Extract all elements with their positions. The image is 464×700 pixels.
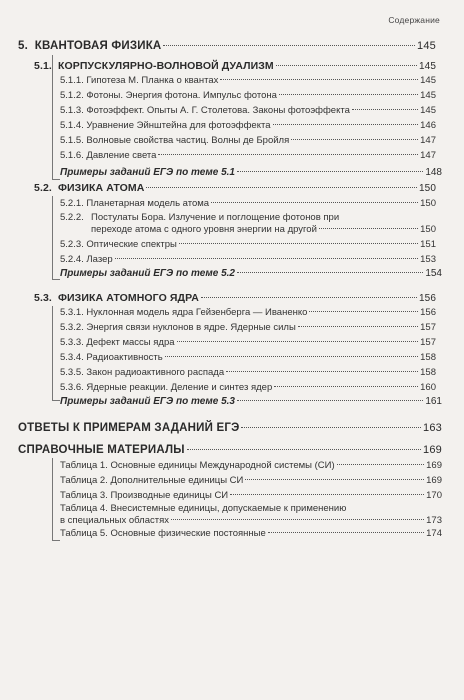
page-number: 145 [419,61,436,72]
item-title: 5.1.2. Фотоны. Энергия фотона. Импульс фотона [60,90,277,101]
leader-dots [276,65,417,66]
item-title: Таблица 1. Основные единицы Международной системы (СИ) [60,460,335,471]
toc-reference[interactable] [18,444,442,456]
leader-dots [146,187,417,188]
leader-dots [273,124,419,125]
item-title: 5.1.1. Гипотеза М. Планка о квантах [60,75,219,86]
leader-dots [241,427,421,428]
section-title: 5.3. ФИЗИКА АТОМНОГО ЯДРА [34,292,199,304]
item-title: 5.1.3. Фотоэффект. Опыты А. Г. Столетова. Законы фотоэффекта [60,105,350,116]
leader-dots [268,532,424,533]
toc-item-5-1-3[interactable] [60,105,436,116]
page-number: 145 [420,105,436,116]
leader-dots [237,272,423,273]
toc-item-5-1-1[interactable] [60,75,436,86]
toc-item-5-2-1[interactable] [60,198,436,209]
page-number: 148 [425,167,442,178]
leader-dots [291,139,418,140]
item-title: Постулаты Бора. Излучение и поглощение фотонов при [91,212,340,223]
item-title: Таблица 4. Внесистемные единицы, допускаемые к применению [60,503,347,514]
section-bracket-tick [52,540,60,541]
page-number: 158 [420,352,436,363]
leader-dots [220,79,418,80]
section-bracket-line [52,196,53,279]
toc-item-5-1-2[interactable] [60,90,436,101]
item-title: 5.3.6. Ядерные реакции. Деление и синтез ядер [60,382,273,393]
item-number: 5.2.2. [60,212,84,223]
page-number: 151 [420,239,436,250]
toc-item-5-3-6[interactable] [60,382,436,393]
toc-item-5-1-6[interactable] [60,150,436,161]
toc-table-2[interactable] [60,475,442,486]
toc-item-5-1-5[interactable] [60,135,436,146]
leader-dots [158,154,418,155]
chapter-title: 5. КВАНТОВАЯ ФИЗИКА [18,40,162,52]
leader-dots [352,109,418,110]
toc-item-5-2-4[interactable] [60,254,436,265]
item-title: 5.3.3. Дефект массы ядра [60,337,175,348]
item-title: Таблица 2. Дополнительные единицы СИ [60,475,244,486]
toc-section-5-3[interactable] [34,292,436,304]
page-number: 163 [423,422,442,434]
page-number: 147 [420,135,436,146]
page-number: 150 [420,223,436,235]
toc-item-5-2-3[interactable] [60,239,436,250]
toc-table-1[interactable] [60,460,442,471]
toc-item-5-2-2[interactable] [60,212,436,236]
leader-dots [279,94,418,95]
leader-dots [115,258,418,259]
page-number: 150 [419,183,436,194]
leader-dots [179,243,418,244]
page-number: 169 [426,460,442,471]
leader-dots [245,479,424,480]
examples-title: Примеры заданий ЕГЭ по теме 5.2 [60,268,235,279]
item-title-cont: переходе атома с одного уровня энергии на другой [91,223,317,235]
page-number: 145 [420,75,436,86]
leader-dots [171,519,424,520]
item-title: 5.1.6. Давление света [60,150,157,161]
item-title: Таблица 5. Основные физические постоянные [60,528,266,539]
toc-item-5-1-4[interactable] [60,120,436,131]
page-number: 161 [425,396,442,407]
item-title: Таблица 3. Производные единицы СИ [60,490,229,501]
item-title-cont: в специальных областях [60,514,169,526]
page-number: 147 [420,150,436,161]
section-bracket-tick [52,279,60,280]
toc-chapter-5[interactable] [18,40,436,52]
page-number: 157 [420,337,436,348]
item-title: 5.3.1. Нуклонная модель ядра Гейзенберга — Иваненко [60,307,308,318]
item-title: 5.3.2. Энергия связи нуклонов в ядре. Ядерные силы [60,322,296,333]
section-bracket-line [52,458,53,540]
leader-dots [163,45,415,46]
page-number: 145 [417,40,436,52]
toc-examples-5-2[interactable] [60,268,442,279]
leader-dots [237,400,423,401]
leader-dots [211,202,418,203]
section-bracket-line [52,306,53,400]
leader-dots [230,494,424,495]
toc-examples-5-3[interactable] [60,396,442,407]
section-bracket-tick [52,179,60,180]
leader-dots [274,386,418,387]
toc-item-5-3-4[interactable] [60,352,436,363]
page-number: 150 [420,198,436,209]
toc-item-5-3-3[interactable] [60,337,436,348]
toc-item-5-3-5[interactable] [60,367,436,378]
item-title: 5.3.5. Закон радиоактивного распада [60,367,225,378]
toc-section-5-1[interactable] [34,60,436,72]
page-number: 157 [420,322,436,333]
item-title: 5.1.4. Уравнение Эйнштейна для фотоэффекта [60,120,271,131]
item-title: 5.2.3. Оптические спектры [60,239,177,250]
leader-dots [319,228,418,229]
page-number: 160 [420,382,436,393]
item-title: 5.2.4. Лазер [60,254,113,265]
running-head: Содержание [388,15,440,25]
page-number: 154 [425,268,442,279]
section-bracket-tick [52,400,60,401]
leader-dots [226,371,418,372]
toc-examples-5-1[interactable] [60,167,442,178]
leader-dots [165,356,418,357]
leader-dots [337,464,424,465]
toc-table-5[interactable] [60,528,442,539]
section-bracket-line [52,55,53,179]
toc-section-5-2[interactable] [34,182,436,194]
toc-item-5-3-2[interactable] [60,322,436,333]
answers-title: ОТВЕТЫ К ПРИМЕРАМ ЗАДАНИЙ ЕГЭ [18,422,240,434]
leader-dots [309,311,418,312]
toc-answers[interactable] [18,422,442,434]
page-number: 156 [419,293,436,304]
page-number: 173 [426,514,442,526]
page-number: 170 [426,490,442,501]
examples-title: Примеры заданий ЕГЭ по теме 5.1 [60,167,235,178]
section-title: 5.1. КОРПУСКУЛЯРНО-ВОЛНОВОЙ ДУАЛИЗМ [34,60,274,72]
page-number: 158 [420,367,436,378]
page-number: 153 [420,254,436,265]
leader-dots [237,171,423,172]
toc-table-3[interactable] [60,490,442,501]
section-title: 5.2. ФИЗИКА АТОМА [34,182,145,194]
item-title: 5.2.1. Планетарная модель атома [60,198,210,209]
leader-dots [201,297,417,298]
leader-dots [187,449,421,450]
page-number: 145 [420,90,436,101]
toc-item-5-3-1[interactable] [60,307,436,318]
leader-dots [177,341,419,342]
item-title: 5.3.4. Радиоактивность [60,352,163,363]
page-number: 174 [426,528,442,539]
item-title: 5.1.5. Волновые свойства частиц. Волны де Бройля [60,135,290,146]
page-number: 169 [426,475,442,486]
toc-table-4[interactable] [60,503,442,527]
page-number: 156 [420,307,436,318]
leader-dots [298,326,418,327]
examples-title: Примеры заданий ЕГЭ по теме 5.3 [60,396,235,407]
reference-title: СПРАВОЧНЫЕ МАТЕРИАЛЫ [18,444,185,456]
page-number: 146 [420,120,436,131]
page-number: 169 [423,444,442,456]
